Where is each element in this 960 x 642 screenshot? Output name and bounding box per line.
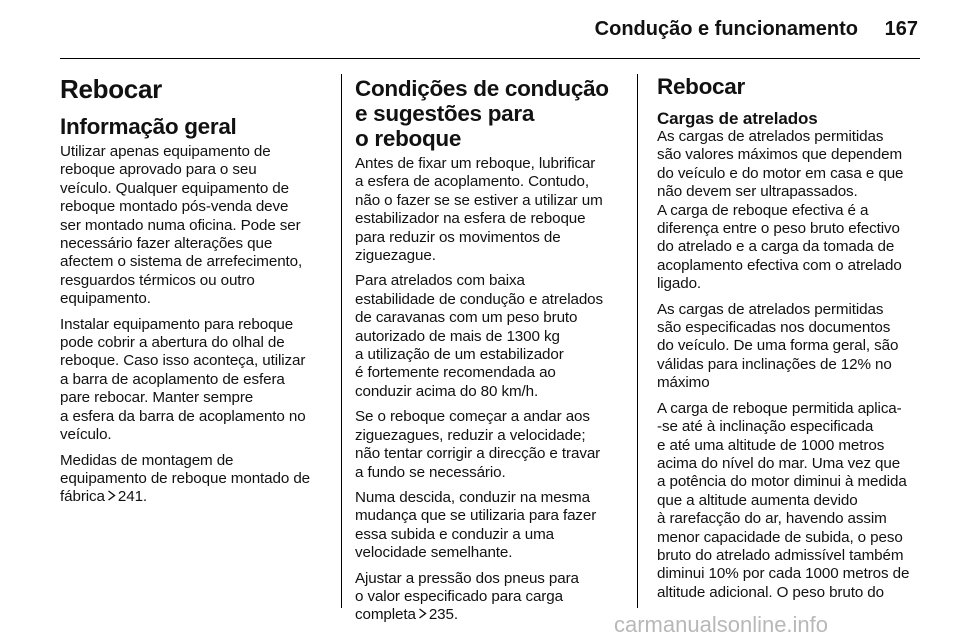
section-title: Rebocar [657,74,745,99]
text-line: válidas para inclinações de 12% no [657,355,892,373]
paragraph [60,143,326,309]
text-line: Antes de fixar um reboque, lubrificar [355,155,596,172]
text-line: diminui 10% por cada 1000 metros de [657,565,910,583]
column-1 [60,74,326,514]
paragraph [355,408,623,482]
text-line: velocidade semelhante. [355,544,513,562]
text-line: é fortemente recomendada ao [355,364,556,382]
text-line: que a altitude aumenta devido [657,491,858,509]
text-line: pode cobrir a abertura do olhal de [60,334,285,352]
text-line: conduzir acima do 80 km/h. [355,382,539,400]
text-line: veículo. [60,426,112,444]
text-line: Instalar equipamento para reboque [60,315,294,333]
paragraph [60,316,326,445]
text-line: e até uma altitude de 1000 metros [657,436,885,454]
text-line: à rarefacção do ar, havendo assim [657,510,887,528]
text-line: fábrica 241. [60,488,148,506]
text-line: reboque montado pós-venda deve [60,198,289,216]
text-line: ligado. [657,275,702,293]
text-line: pare rebocar. Manter sempre [60,389,254,407]
column-3 [657,74,923,609]
arrow-reference-icon [107,488,116,506]
text-line: reboque aprovado para o seu [60,161,257,179]
column-2 [355,74,623,632]
text-line: Ajustar a pressão dos pneus para [355,569,579,587]
text-line: reboque. Caso isso aconteça, utilizar [60,352,306,370]
text-line: veículo. Qualquer equipamento de [60,179,289,197]
arrow-reference-icon [418,606,427,624]
text-line: diferença entre o peso bruto efectivo [657,220,900,238]
subsection-title: Informação geral [60,114,237,139]
text-line: necessário fazer alterações que [60,235,273,253]
heading-line: e sugestões para [355,101,535,126]
text-line: ziguezagues, reduzir a velocidade; [355,426,586,444]
text-line: acima do nível do mar. Uma vez que [657,454,901,472]
text-line: Utilizar apenas equipamento de [60,143,271,160]
text-line: não devem ser ultrapassados. [657,183,858,201]
text-line: afectem o sistema de arrefecimento, [60,253,303,271]
text-line: ziguezague. [355,247,436,265]
text-line: Se o reboque começar a andar aos [355,408,590,426]
page-reference-link[interactable]: 241. [117,488,148,506]
text-line: bruto do atrelado admissível também [657,546,904,564]
text-line: ser montado numa oficina. Pode ser [60,216,301,234]
text-line: para reduzir os movimentos de [355,228,561,246]
text-line: a esfera de acoplamento. Contudo, [355,173,589,191]
text-line: não tentar corrigir a direcção e travar [355,445,601,463]
text-line: a esfera da barra de acoplamento no [60,407,306,425]
text-line: essa subida e conduzir a uma [355,525,554,543]
text-line: a potência do motor diminui à medida [657,473,907,491]
text-line: Para atrelados com baixa [355,272,525,290]
paragraph [657,128,923,294]
paragraph [657,400,923,602]
paragraph [355,155,623,265]
paragraph [355,570,623,625]
page-number: 167 [884,18,918,40]
text-line: máximo [657,374,710,392]
text-line: a barra de acoplamento de esfera [60,370,285,388]
paragraph [355,272,623,401]
section-title [355,76,623,151]
subsection-title: Cargas de atrelados [657,109,818,128]
text-line: do veículo e do motor em casa e que [657,164,904,182]
text-line: acoplamento efectiva com o atrelado [657,256,902,274]
text-line: As cargas de atrelados permitidas [657,300,884,318]
text-line: não o fazer se se estiver a utilizar um [355,191,603,209]
text-line: resguardos térmicos ou outro [60,271,255,289]
text-line: completa 235. [355,606,458,624]
section-title: Rebocar [60,74,162,104]
text-line: As cargas de atrelados permitidas [657,128,884,145]
text-line: A carga de reboque permitida aplica- [657,399,902,417]
text-line: -se até à inclinação especificada [657,418,874,436]
text-line: a fundo se necessário. [355,463,506,481]
paragraph [60,452,326,507]
text-line: são especificadas nos documentos [657,319,891,337]
text-line: autorizado de mais de 1300 kg [355,327,560,345]
heading-line: o reboque [355,126,462,151]
text-line: A carga de reboque efectiva é a [657,201,869,219]
paragraph [657,301,923,393]
text-line: Numa descida, conduzir na mesma [355,488,590,506]
page-reference-link[interactable]: 235. [428,606,458,624]
paragraph [355,489,623,563]
text-line: menor capacidade de subida, o peso [657,528,903,546]
heading-line: Condições de condução [355,76,609,101]
text-line: são valores máximos que dependem [657,146,902,164]
text-line: altitude adicional. O peso bruto do [657,583,884,601]
text-line: a utilização de um estabilizador [355,346,564,364]
column-divider-1 [341,74,342,608]
text-line: mudança que se utilizaria para fazer [355,507,597,525]
text-line: equipamento de reboque montado de [60,469,311,487]
text-line: equipamento. [60,290,151,308]
text-line: o valor especificado para carga [355,587,563,605]
text-line: de caravanas com um peso bruto [355,309,578,327]
watermark: carmanualsonline.info [614,612,829,637]
text-line: do atrelado e a carga da tomada de [657,238,895,256]
text-line: estabilizador na esfera de reboque [355,210,586,228]
text-line: estabilidade de condução e atrelados [355,290,604,308]
page-header-title: Condução e funcionamento [594,18,858,40]
header-divider [60,58,920,59]
text-line: Medidas de montagem de [60,451,234,469]
text-line: do veículo. De uma forma geral, são [657,337,899,355]
column-divider-2 [637,74,638,608]
